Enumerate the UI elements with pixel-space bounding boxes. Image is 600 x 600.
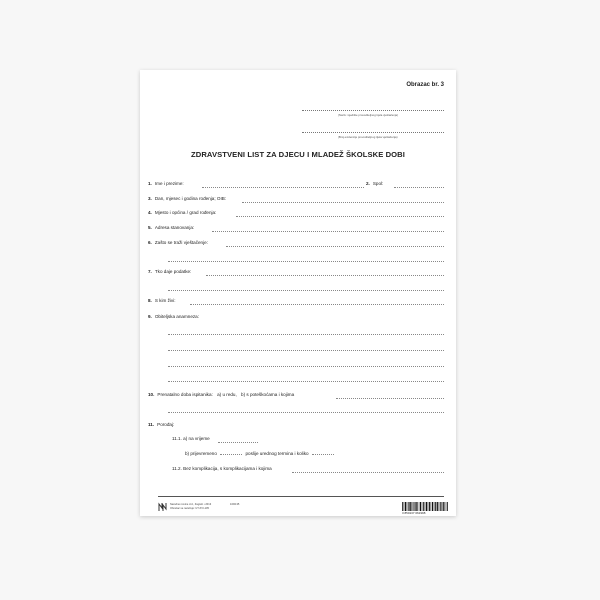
complications-input[interactable] <box>292 472 444 473</box>
on-time-input[interactable] <box>218 442 258 443</box>
form-title: ZDRAVSTVENI LIST ZA DJECU I MLADEŽ ŠKOLSKE DOBI <box>191 150 405 159</box>
form-number: Obrazac br. 3 <box>406 82 444 88</box>
prenatal-input[interactable] <box>336 398 444 399</box>
reason-input-line2[interactable] <box>168 261 444 262</box>
field-prenatal: 10. Prenatalno doba ispitanika: a) u redu, b) s poteškoćama i kojima <box>148 392 295 397</box>
family-history-line1[interactable] <box>168 334 444 335</box>
dob-input[interactable] <box>242 202 444 203</box>
informant-input[interactable] <box>206 275 444 276</box>
sex-input[interactable] <box>394 187 444 188</box>
footer-code: 16/0135 <box>230 503 240 506</box>
field-premature: b) prijevremeno poslije urednog termina i koliko <box>185 451 334 456</box>
field-informant: 7. Tko daje podatke: <box>148 269 192 274</box>
footer-order: Obrazac se naručuje: UT-XVI-105 <box>170 507 209 510</box>
field-name: 1. Ime i prezime: <box>148 181 184 186</box>
record-number-line[interactable] <box>302 132 444 133</box>
institution-name-line[interactable] <box>302 110 444 111</box>
field-on-time: 11.1. a) na vrijeme <box>172 436 210 441</box>
footer-divider <box>158 496 444 497</box>
field-sex: 2. Spol: <box>366 181 384 186</box>
address-input[interactable] <box>212 231 444 232</box>
informant-input-line2[interactable] <box>168 290 444 291</box>
premature-input[interactable] <box>220 454 242 455</box>
field-reason: 6. Zašto se traži vještačenje: <box>148 240 208 245</box>
field-family-history: 9. Obiteljska anamneza: <box>148 314 200 319</box>
barcode-digits: 3 850137 061998 <box>402 511 426 515</box>
field-address: 5. Adresa stanovanja: <box>148 225 195 230</box>
name-input[interactable] <box>202 187 364 188</box>
post-term-input[interactable] <box>312 454 334 455</box>
footer-publisher: Narodne novine d.d., Zagreb • 2013 <box>170 503 212 506</box>
field-birth: 11. Porođaj: <box>148 422 175 427</box>
birthplace-input[interactable] <box>236 216 444 217</box>
form-sheet <box>140 70 456 516</box>
lives-with-input[interactable] <box>190 304 444 305</box>
field-lives-with: 8. S kim živi: <box>148 298 176 303</box>
reason-input[interactable] <box>226 246 444 247</box>
barcode-icon <box>402 502 448 511</box>
field-complications: 11.2. Bez komplikacija, s komplikacijama i kojima <box>172 466 272 471</box>
prenatal-input-line2[interactable] <box>168 412 444 413</box>
record-number-caption: (Broj evidencije provoditeljnog tijela vještačenja) <box>338 135 398 139</box>
family-history-line2[interactable] <box>168 350 444 351</box>
family-history-line4[interactable] <box>168 381 444 382</box>
institution-caption: (Naziv i sjedište provoditeljnog tijela vještačenja) <box>338 113 399 117</box>
publisher-logo-icon <box>158 502 168 512</box>
field-birthplace: 4. Mjesto i općina / grad rođenja: <box>148 210 217 215</box>
family-history-line3[interactable] <box>168 366 444 367</box>
field-dob: 3. Dan, mjesec i godina rođenja; OIB: <box>148 196 227 201</box>
